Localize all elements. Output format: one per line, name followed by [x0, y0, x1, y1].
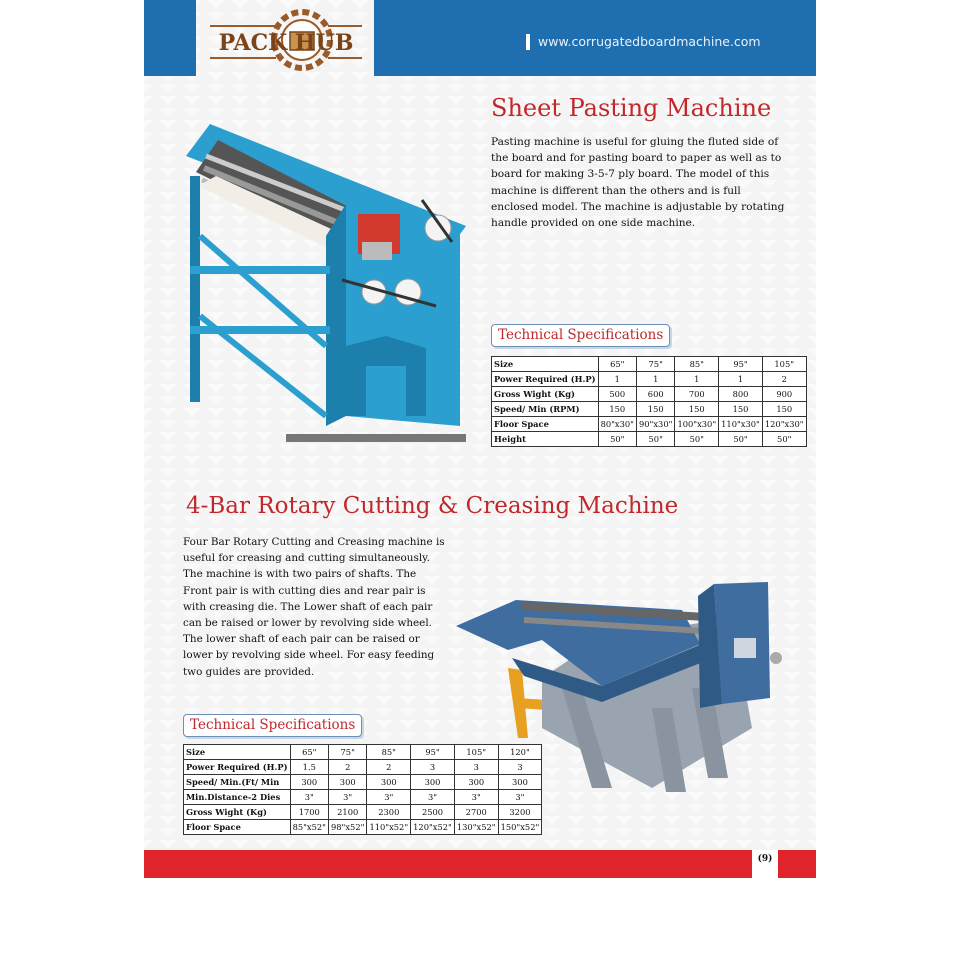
table-cell: 65" — [598, 357, 636, 372]
table-cell: 2700 — [454, 805, 498, 820]
table-cell: 300 — [411, 775, 455, 790]
table-cell: 900 — [762, 387, 806, 402]
table-cell: 120"x30" — [762, 417, 806, 432]
table-row — [184, 775, 542, 790]
table-cell: 1 — [598, 372, 636, 387]
table-cell: 300 — [290, 775, 328, 790]
table-cell: 150 — [762, 402, 806, 417]
table-cell: 50" — [637, 432, 675, 447]
table-cell: 120"x52" — [411, 820, 455, 835]
table-cell: 75" — [637, 357, 675, 372]
table-cell: 105" — [454, 745, 498, 760]
website-url[interactable]: www.corrugatedboardmachine.com — [526, 34, 761, 50]
table-cell: 50" — [719, 432, 763, 447]
table-row — [492, 357, 807, 372]
rotary-cutting-title: 4-Bar Rotary Cutting & Creasing Machine — [186, 493, 679, 519]
table-cell: 3" — [454, 790, 498, 805]
header-left-bar — [144, 0, 196, 76]
table-row — [492, 372, 807, 387]
spec-heading-1: Technical Specifications — [491, 324, 670, 347]
table-cell: 3" — [498, 790, 542, 805]
table-cell: 150 — [637, 402, 675, 417]
table-cell: 1 — [719, 372, 763, 387]
spec-table-rotary-cutting — [183, 744, 542, 835]
table-row-label: Height — [492, 432, 599, 447]
table-cell: 3" — [329, 790, 367, 805]
table-row-label: Floor Space — [492, 417, 599, 432]
sheet-pasting-machine-photo — [176, 116, 468, 456]
spec-table-sheet-pasting — [491, 356, 807, 447]
table-cell: 150 — [675, 402, 719, 417]
table-cell: 100"x30" — [675, 417, 719, 432]
table-cell: 3200 — [498, 805, 542, 820]
table-row-label: Floor Space — [184, 820, 291, 835]
table-row — [492, 387, 807, 402]
rotary-cutting-description: Four Bar Rotary Cutting and Creasing machine is useful for creasing and cutting simultaneously. The machine is with two pairs of shafts. The Front pair is with cutting dies and rear pair is with creasing die. The Lower shaft of each pair can be raised or lower by revolving side wheel. The lower shaft of each pair can be raised or lower by revolving side wheel. For easy feeding two guides are provided. — [183, 536, 445, 678]
table-cell: 500 — [598, 387, 636, 402]
table-row-label: Gross Wight (Kg) — [492, 387, 599, 402]
table-row — [492, 402, 807, 417]
table-cell: 3 — [498, 760, 542, 775]
table-row — [492, 432, 807, 447]
table-cell: 1 — [675, 372, 719, 387]
table-cell: 50" — [675, 432, 719, 447]
table-cell: 1700 — [290, 805, 328, 820]
table-cell: 98"x52" — [329, 820, 367, 835]
table-cell: 85"x52" — [290, 820, 328, 835]
table-row — [184, 805, 542, 820]
table-cell: 2100 — [329, 805, 367, 820]
table-cell: 300 — [498, 775, 542, 790]
table-cell: 3" — [367, 790, 411, 805]
table-cell: 90"x30" — [637, 417, 675, 432]
table-row-label: Speed/ Min (RPM) — [492, 402, 599, 417]
sheet-pasting-description: Pasting machine is useful for gluing the fluted side of the board and for pasting board to paper as well as to board for making 3-5-7 ply board. The model of this machine is different than the others and is full enclosed model. The machine is adjustable by rotating handle provided on one side machine. — [491, 136, 785, 230]
table-cell: 110"x52" — [367, 820, 411, 835]
table-cell: 150"x52" — [498, 820, 542, 835]
table-row-label: Power Required (H.P) — [492, 372, 599, 387]
table-row-label: Size — [492, 357, 599, 372]
table-cell: 3 — [454, 760, 498, 775]
table-row — [184, 760, 542, 775]
table-cell: 85" — [675, 357, 719, 372]
table-cell: 300 — [329, 775, 367, 790]
table-row-label: Speed/ Min.(Ft/ Min — [184, 775, 291, 790]
table-cell: 2 — [367, 760, 411, 775]
spec-heading-2: Technical Specifications — [183, 714, 362, 737]
table-cell: 800 — [719, 387, 763, 402]
table-cell: 50" — [762, 432, 806, 447]
table-cell: 1.5 — [290, 760, 328, 775]
table-cell: 50" — [598, 432, 636, 447]
table-cell: 600 — [637, 387, 675, 402]
table-cell: 2 — [762, 372, 806, 387]
table-cell: 105" — [762, 357, 806, 372]
table-cell: 95" — [719, 357, 763, 372]
table-row-label: Min.Distance-2 Dies — [184, 790, 291, 805]
table-row — [492, 417, 807, 432]
table-cell: 80"x30" — [598, 417, 636, 432]
table-row-label: Size — [184, 745, 291, 760]
table-cell: 300 — [367, 775, 411, 790]
table-cell: 300 — [454, 775, 498, 790]
table-cell: 3 — [411, 760, 455, 775]
table-cell: 2300 — [367, 805, 411, 820]
table-cell: 65" — [290, 745, 328, 760]
table-cell: 85" — [367, 745, 411, 760]
table-cell: 95" — [411, 745, 455, 760]
table-cell: 75" — [329, 745, 367, 760]
table-row — [184, 745, 542, 760]
pack-hub-logo — [206, 4, 366, 76]
table-cell: 150 — [719, 402, 763, 417]
table-cell: 110"x30" — [719, 417, 763, 432]
sheet-pasting-title: Sheet Pasting Machine — [491, 94, 772, 122]
footer-bar — [144, 850, 816, 878]
table-cell: 2500 — [411, 805, 455, 820]
logo-text: PACK HUB — [218, 30, 354, 56]
table-cell: 3" — [290, 790, 328, 805]
table-row — [184, 820, 542, 835]
table-cell: 1 — [637, 372, 675, 387]
table-row-label: Power Required (H.P) — [184, 760, 291, 775]
table-cell: 120" — [498, 745, 542, 760]
page-number: (9) — [752, 850, 778, 878]
table-row-label: Gross Wight (Kg) — [184, 805, 291, 820]
table-cell: 130"x52" — [454, 820, 498, 835]
table-cell: 2 — [329, 760, 367, 775]
table-cell: 3" — [411, 790, 455, 805]
table-cell: 150 — [598, 402, 636, 417]
table-cell: 700 — [675, 387, 719, 402]
table-row — [184, 790, 542, 805]
